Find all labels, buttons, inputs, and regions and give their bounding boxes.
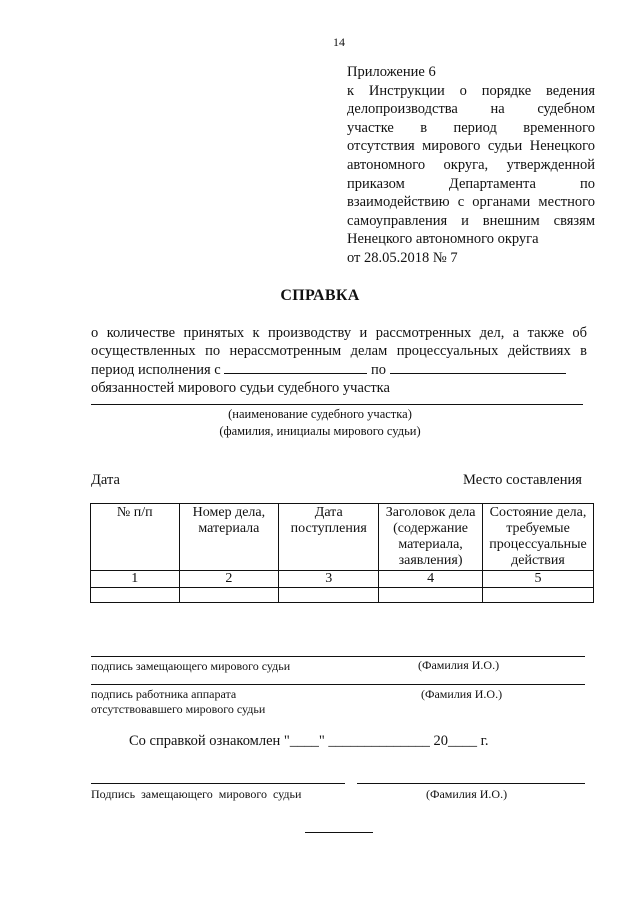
table-header-row xyxy=(91,504,594,571)
table-cell[interactable] xyxy=(279,588,379,603)
signature-name-substitute-judge: (Фамилия И.О.) xyxy=(418,658,500,672)
acknowledgement-line: Со справкой ознакомлен "____" ______________ 20____ г. xyxy=(129,733,489,749)
header-cell-date: Дата поступления xyxy=(279,504,379,571)
appendix-line: от 28.05.2018 № 7 xyxy=(347,249,458,266)
signature-line-staff[interactable] xyxy=(91,684,585,685)
signature-label-staff-line2: отсутствовавшего мирового судьи xyxy=(91,702,266,716)
intro-line: о количестве принятых к производству и рассмотренных дел, а также об xyxy=(91,325,587,341)
signature-label-staff-line1: подпись работника аппарата xyxy=(91,687,237,701)
appendix-line: к Инструкции о порядке ведения xyxy=(347,82,595,99)
register-table xyxy=(90,503,594,603)
appendix-line: Приложение 6 xyxy=(347,64,436,80)
period-from-label: период исполнения с xyxy=(91,362,221,378)
period-from-field[interactable] xyxy=(224,360,367,374)
name-line-substitute-judge-ack[interactable] xyxy=(357,783,585,784)
intro-line: обязанностей мирового судьи судебного участка xyxy=(91,380,390,396)
period-line xyxy=(91,360,587,379)
appendix-line: делопроизводства на судебном xyxy=(347,101,595,118)
signature-name-ack: (Фамилия И.О.) xyxy=(426,787,508,801)
appendix-line: взаимодействию с органами местного xyxy=(347,194,595,211)
signature-line-substitute-judge[interactable] xyxy=(91,656,585,657)
judge-name-caption: (фамилия, инициалы мирового судьи) xyxy=(219,424,421,438)
closing-divider xyxy=(305,832,373,833)
signature-label-ack: Подпись замещающего мирового судьи xyxy=(91,787,302,801)
period-to-label: по xyxy=(371,362,387,378)
appendix-line: приказом Департамента по xyxy=(347,175,595,192)
header-cell-status: Состояние дела, требуемые процессуальные действия xyxy=(483,504,594,571)
signature-label-substitute-judge: подпись замещающего мирового судьи xyxy=(91,659,291,673)
page-number: 14 xyxy=(333,35,345,49)
appendix-line: автономного округа, утвержденной xyxy=(347,156,595,173)
intro-paragraph xyxy=(91,324,587,397)
appendix-line: участке в период временного xyxy=(347,119,595,136)
appendix-line: отсутствия мирового судьи Ненецкого xyxy=(347,138,595,155)
signature-line-substitute-judge-ack[interactable] xyxy=(91,783,345,784)
table-row xyxy=(91,588,594,603)
header-cell-number: № п/п xyxy=(91,504,180,571)
appendix-line: самоуправления и внешним связям xyxy=(347,212,595,229)
signature-name-staff: (Фамилия И.О.) xyxy=(421,687,503,701)
court-name-caption: (наименование судебного участка) xyxy=(228,407,412,421)
column-number-cell: 4 xyxy=(379,571,483,588)
table-number-row xyxy=(91,571,594,588)
table-cell[interactable] xyxy=(483,588,594,603)
table-cell[interactable] xyxy=(379,588,483,603)
appendix-block xyxy=(347,63,595,268)
court-name-field[interactable] xyxy=(91,404,583,405)
document-title: СПРАВКА xyxy=(280,287,360,304)
date-label: Дата xyxy=(91,472,120,488)
place-label: Место составления xyxy=(463,472,582,488)
appendix-line: Ненецкого автономного округа xyxy=(347,231,539,248)
column-number-cell: 3 xyxy=(279,571,379,588)
column-number-cell: 5 xyxy=(483,571,594,588)
header-cell-title: Заголовок дела (содержание материала, заявления) xyxy=(379,504,483,571)
intro-line: осуществленных по нерассмотренным делам процессуальных действиях в xyxy=(91,343,587,359)
table-cell[interactable] xyxy=(91,588,180,603)
column-number-cell: 1 xyxy=(91,571,180,588)
column-number-cell: 2 xyxy=(179,571,279,588)
header-cell-case: Номер дела, материала xyxy=(179,504,279,571)
period-to-field[interactable] xyxy=(390,360,566,374)
table-cell[interactable] xyxy=(179,588,279,603)
